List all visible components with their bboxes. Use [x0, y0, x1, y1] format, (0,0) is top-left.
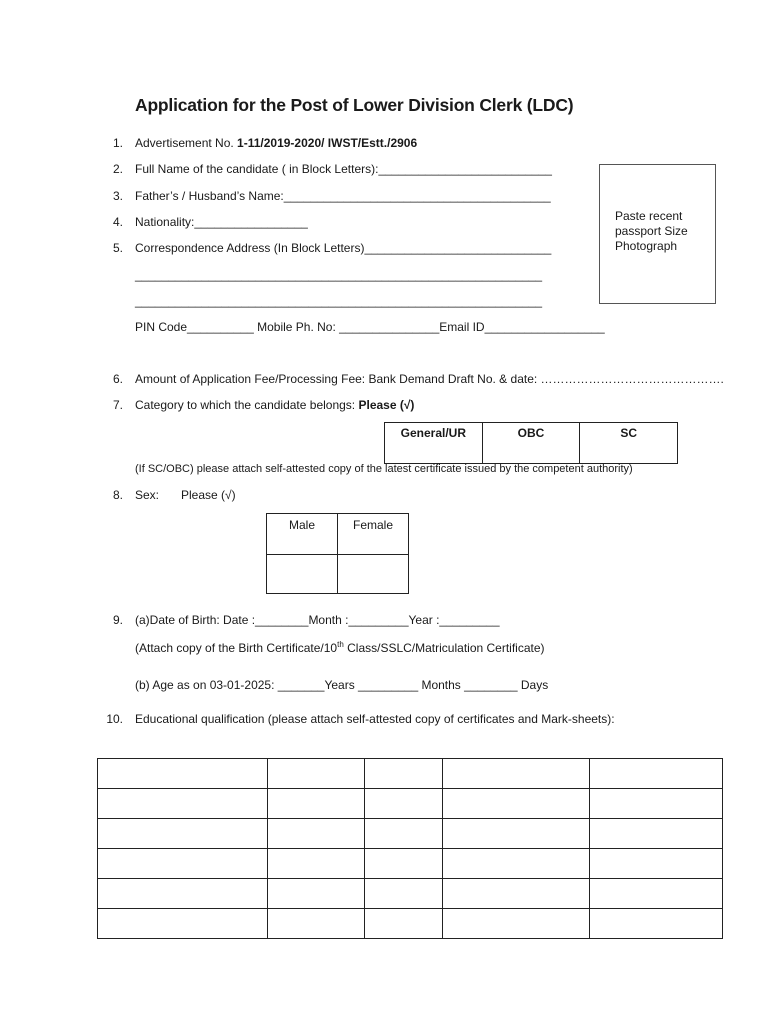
sex-male-tick-cell[interactable] — [267, 555, 338, 594]
sex-female-tick-cell[interactable] — [338, 555, 409, 594]
birth-certificate-note — [135, 640, 545, 655]
table-cell[interactable] — [268, 879, 365, 909]
table-cell[interactable] — [590, 849, 723, 879]
category-line — [135, 398, 414, 412]
table-cell[interactable] — [98, 849, 268, 879]
advertisement-line — [135, 136, 417, 150]
table-cell[interactable] — [590, 909, 723, 939]
photo-instruction: Paste recent passport Size Photograph — [615, 209, 688, 253]
table-cell[interactable] — [268, 759, 365, 789]
item-number: 2. — [112, 162, 123, 176]
category-please-tick: Please (√) — [358, 398, 415, 412]
page-title: Application for the Post of Lower Division Clerk (LDC) — [135, 95, 574, 115]
item-number: 10. — [106, 712, 123, 726]
table-cell[interactable] — [268, 789, 365, 819]
educational-qualification-label: Educational qualification (please attach self-attested copy of certificates and Mark-sheets): — [135, 712, 615, 726]
category-sc-cell[interactable]: SC — [580, 423, 678, 464]
advertisement-label: Advertisement No. — [135, 136, 238, 150]
sex-table — [266, 513, 409, 594]
table-cell[interactable] — [268, 819, 365, 849]
table-cell[interactable] — [365, 789, 443, 819]
item-number: 9. — [112, 613, 123, 627]
table-cell[interactable] — [443, 879, 590, 909]
note-text: Class/SSLC/Matriculation Certificate) — [343, 641, 545, 655]
table-row — [98, 909, 723, 939]
correspondence-address-field[interactable]: Correspondence Address (In Block Letters)____________________________ — [135, 241, 552, 255]
item-number: 1. — [112, 136, 123, 150]
table-cell[interactable] — [98, 819, 268, 849]
date-of-birth-field[interactable]: (a)Date of Birth: Date :________Month :_________Year :_________ — [135, 613, 500, 627]
item-number: 4. — [112, 215, 123, 229]
item-number: 3. — [112, 189, 123, 203]
category-note: (If SC/OBC) please attach self-attested copy of the latest certificate issued by the competent authority) — [135, 463, 633, 475]
age-field[interactable]: (b) Age as on 03-01-2025: _______Years _________ Months ________ Days — [135, 678, 549, 692]
category-table — [384, 422, 678, 464]
table-row — [98, 789, 723, 819]
sex-label: Sex: — [135, 488, 160, 502]
item-number: 8. — [112, 488, 123, 502]
table-cell[interactable] — [590, 879, 723, 909]
category-label: Category to which the candidate belongs: — [135, 398, 359, 412]
category-general-cell[interactable]: General/UR — [385, 423, 483, 464]
table-cell[interactable] — [443, 819, 590, 849]
table-row — [98, 819, 723, 849]
address-line-1[interactable]: _____________________________________________________________ — [135, 268, 543, 282]
table-cell[interactable] — [443, 849, 590, 879]
table-row — [98, 759, 723, 789]
nationality-field[interactable]: Nationality:_________________ — [135, 215, 308, 229]
table-cell[interactable] — [590, 789, 723, 819]
father-husband-name-field[interactable]: Father’s / Husband’s Name:________________________________________ — [135, 189, 551, 203]
table-cell[interactable] — [590, 759, 723, 789]
note-superscript: th — [337, 640, 344, 649]
advertisement-number: 1-11/2019-2020/ IWST/Estt./2906 — [237, 136, 418, 150]
table-cell[interactable] — [365, 879, 443, 909]
table-cell[interactable] — [365, 819, 443, 849]
application-fee-field[interactable]: Amount of Application Fee/Processing Fee: Bank Demand Draft No. & date: ………………………………………. — [135, 372, 724, 386]
full-name-field[interactable]: Full Name of the candidate ( in Block Letters):__________________________ — [135, 162, 552, 176]
category-obc-cell[interactable]: OBC — [482, 423, 580, 464]
note-text: (Attach copy of the Birth Certificate/10 — [135, 641, 338, 655]
address-line-2[interactable]: _____________________________________________________________ — [135, 294, 543, 308]
table-cell[interactable] — [365, 909, 443, 939]
table-cell[interactable] — [98, 759, 268, 789]
table-cell[interactable] — [365, 759, 443, 789]
table-cell[interactable] — [98, 789, 268, 819]
table-cell[interactable] — [443, 789, 590, 819]
sex-female-header: Female — [338, 514, 409, 555]
table-cell[interactable] — [98, 909, 268, 939]
table-row — [98, 879, 723, 909]
table-cell[interactable] — [590, 819, 723, 849]
item-number: 6. — [112, 372, 123, 386]
item-number: 5. — [112, 241, 123, 255]
sex-male-header: Male — [267, 514, 338, 555]
table-cell[interactable] — [98, 879, 268, 909]
item-number: 7. — [112, 398, 123, 412]
pin-mobile-email-line[interactable]: PIN Code__________ Mobile Ph. No: _______________Email ID__________________ — [135, 320, 605, 334]
photo-box — [599, 164, 716, 304]
education-table — [97, 758, 723, 939]
table-row — [98, 849, 723, 879]
table-cell[interactable] — [268, 909, 365, 939]
sex-please-tick: Please (√) — [181, 488, 236, 502]
table-cell[interactable] — [268, 849, 365, 879]
table-cell[interactable] — [443, 759, 590, 789]
table-cell[interactable] — [365, 849, 443, 879]
table-cell[interactable] — [443, 909, 590, 939]
